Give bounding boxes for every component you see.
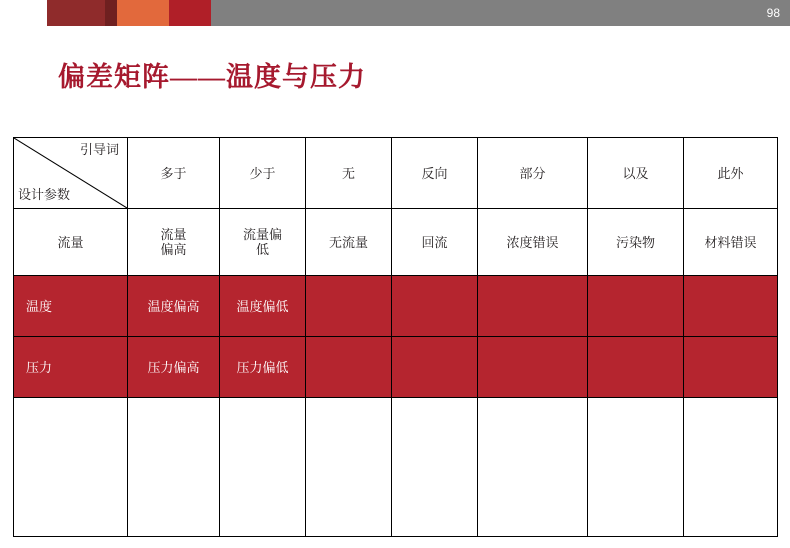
page-title: 偏差矩阵——温度与压力: [58, 62, 366, 92]
topbar-segment-blank: [0, 0, 47, 26]
column-header-other: 此外: [684, 138, 778, 209]
cell-empty-less: [220, 398, 306, 537]
cell-temperature-partial: [478, 276, 588, 337]
cell-flow-aswell: 污染物: [588, 209, 684, 276]
cell-empty-none: [306, 398, 392, 537]
cell-empty-more: [128, 398, 220, 537]
cell-temperature-other: [684, 276, 778, 337]
row-header-empty: [14, 398, 128, 537]
column-header-reverse: 反向: [392, 138, 478, 209]
matrix-table: [13, 137, 778, 537]
cell-empty-partial: [478, 398, 588, 537]
cell-pressure-none: [306, 337, 392, 398]
topbar-segment-gray: [211, 0, 790, 26]
column-header-less: 少于: [220, 138, 306, 209]
corner-guide-word-label: 引导词: [79, 142, 119, 157]
cell-pressure-partial: [478, 337, 588, 398]
cell-empty-aswell: [588, 398, 684, 537]
matrix-corner-cell: [14, 138, 128, 209]
cell-temperature-aswell: [588, 276, 684, 337]
topbar-segment-orange: [117, 0, 169, 26]
cell-pressure-reverse: [392, 337, 478, 398]
column-header-none: 无: [306, 138, 392, 209]
cell-flow-reverse: 回流: [392, 209, 478, 276]
corner-design-parameter-label: 设计参数: [18, 187, 71, 202]
cell-flow-less: [220, 209, 306, 276]
cell-flow-none: 无流量: [306, 209, 392, 276]
table-row-temperature: [14, 276, 778, 337]
table-row-flow: [14, 209, 778, 276]
topbar-segment-dark-red: [47, 0, 105, 26]
cell-temperature-less: 温度偏低: [220, 276, 306, 337]
table-row-empty: [14, 398, 778, 537]
row-header-pressure: 压力: [14, 337, 128, 398]
cell-flow-more-line2: 偏高: [160, 242, 187, 257]
row-header-temperature: 温度: [14, 276, 128, 337]
cell-flow-less-line1: 流量偏: [242, 227, 282, 242]
cell-flow-more-line1: 流量: [160, 227, 187, 242]
cell-empty-other: [684, 398, 778, 537]
cell-temperature-reverse: [392, 276, 478, 337]
row-header-flow: 流量: [14, 209, 128, 276]
deviation-matrix: [13, 137, 777, 537]
cell-flow-less-line2: 低: [255, 242, 269, 257]
column-header-more: 多于: [128, 138, 220, 209]
column-header-aswell: 以及: [588, 138, 684, 209]
topbar-segment-deep-red: [105, 0, 117, 26]
cell-flow-more: [128, 209, 220, 276]
cell-pressure-more: 压力偏高: [128, 337, 220, 398]
cell-flow-partial: 浓度错误: [478, 209, 588, 276]
cell-flow-other: 材料错误: [684, 209, 778, 276]
cell-pressure-less: 压力偏低: [220, 337, 306, 398]
table-row-pressure: [14, 337, 778, 398]
cell-pressure-other: [684, 337, 778, 398]
cell-pressure-aswell: [588, 337, 684, 398]
topbar-segment-red: [169, 0, 211, 26]
cell-temperature-none: [306, 276, 392, 337]
cell-temperature-more: 温度偏高: [128, 276, 220, 337]
slide-top-bar: [0, 0, 790, 26]
column-header-partial: 部分: [478, 138, 588, 209]
cell-empty-reverse: [392, 398, 478, 537]
slide-number: 98: [766, 6, 780, 20]
table-header-row: [14, 138, 778, 209]
